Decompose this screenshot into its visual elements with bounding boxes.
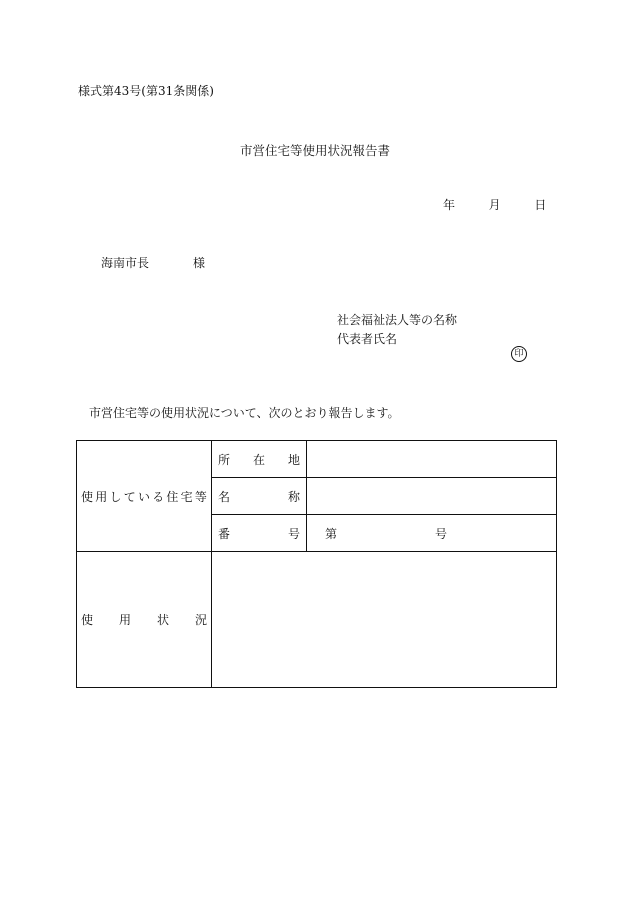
seal-mark: 印 <box>511 346 527 362</box>
applicant-org-label: 社会福祉法人等の名称 <box>337 313 458 327</box>
usage-label: 使 用 状 況 <box>81 613 207 627</box>
applicant-rep-label: 代表者氏名 <box>337 332 398 346</box>
date-year-label: 年 <box>443 198 456 212</box>
number-value-cell[interactable] <box>307 515 557 552</box>
addressee-name: 海南市長 <box>101 256 150 270</box>
date-day-label: 日 <box>534 198 547 212</box>
report-table <box>76 440 557 688</box>
intro-text: 市営住宅等の使用状況について、次のとおり報告します。 <box>89 406 400 420</box>
number-suffix: 号 <box>434 526 447 541</box>
table-row <box>77 552 557 688</box>
name-value-cell[interactable] <box>307 478 557 515</box>
addressee-honorific: 様 <box>193 256 206 270</box>
usage-value-cell[interactable] <box>212 552 557 688</box>
number-label: 番 号 <box>218 526 300 541</box>
form-number: 様式第43号(第31条関係) <box>78 84 214 98</box>
date-line <box>443 198 546 212</box>
name-label: 名 称 <box>218 489 300 504</box>
location-label-cell <box>212 441 307 478</box>
housing-label: 使 用 し て い る 住 宅 等 <box>81 489 207 504</box>
location-label: 所 在 地 <box>218 452 300 467</box>
number-label-cell <box>212 515 307 552</box>
table-row <box>77 441 557 478</box>
name-label-cell <box>212 478 307 515</box>
location-value-cell[interactable] <box>307 441 557 478</box>
date-month-label: 月 <box>488 198 501 212</box>
document-title: 市営住宅等使用状況報告書 <box>239 143 390 158</box>
usage-label-cell <box>77 552 212 688</box>
housing-label-cell <box>77 441 212 552</box>
addressee <box>101 256 205 270</box>
number-prefix: 第 <box>325 526 338 541</box>
